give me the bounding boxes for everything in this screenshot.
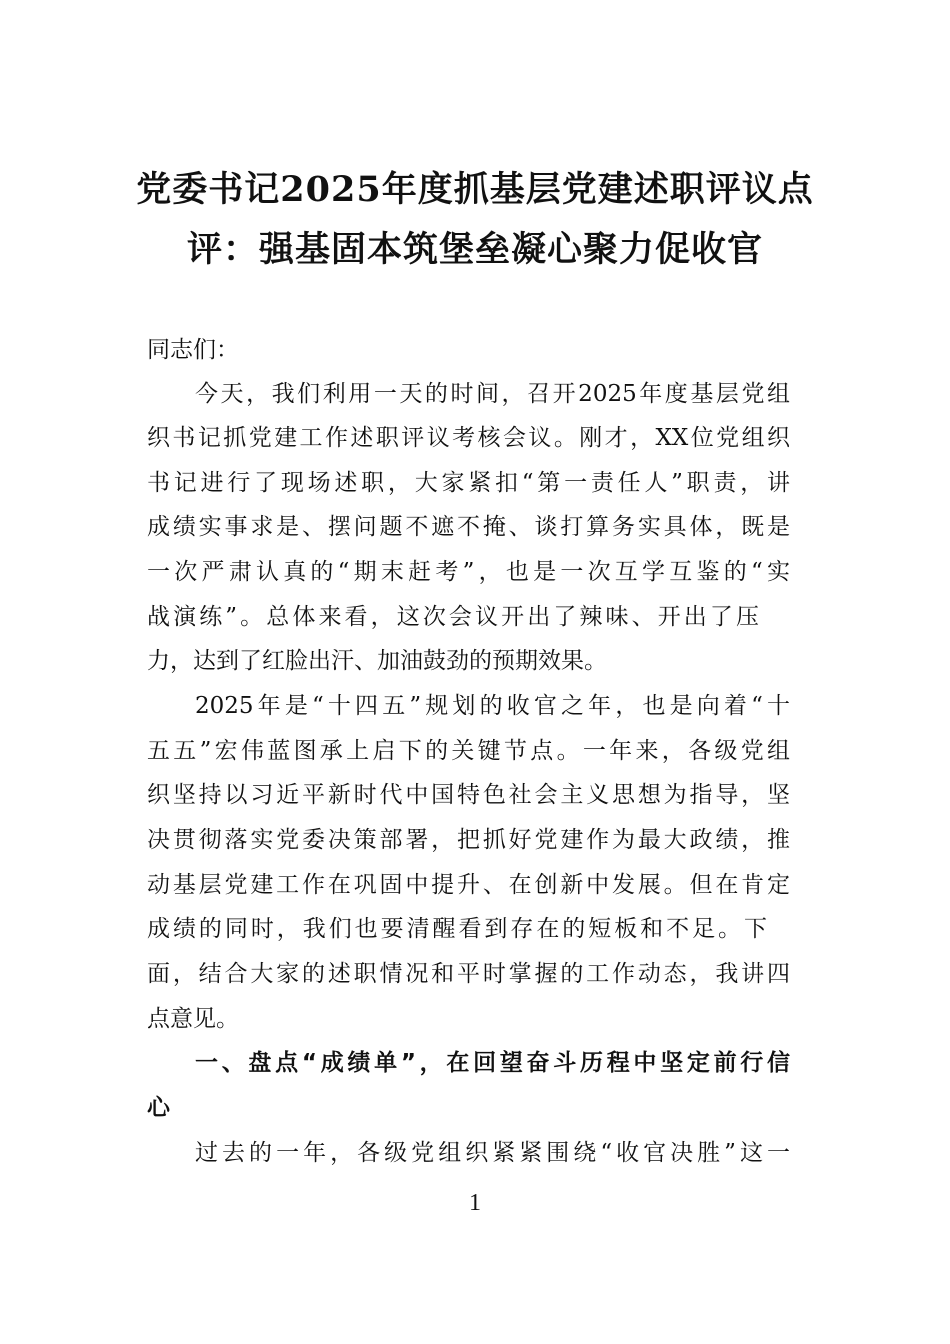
page-number: 1 [469,1190,481,1216]
section-heading-line: 心 [147,1095,170,1121]
body-line: 书记进行了现场述职，大家紧扣“第一责任人”职责，讲 [147,470,790,496]
salutation: 同志们： [147,337,239,363]
body-line: 2025年是“十四五”规划的收官之年，也是向着“十 [195,693,790,719]
body-line: 今天，我们利用一天的时间，召开2025年度基层党组 [195,381,790,407]
body-line: 织坚持以习近平新时代中国特色社会主义思想为指导，坚 [147,782,790,808]
body-line: 力，达到了红脸出汗、加油鼓劲的预期效果。 [147,648,607,674]
section-heading-line: 一、盘点“成绩单”，在回望奋斗历程中坚定前行信 [195,1050,790,1076]
body-line: 决贯彻落实党委决策部署，把抓好党建作为最大政绩，推 [147,827,790,853]
body-line: 一次严肃认真的“期末赶考”，也是一次互学互鉴的“实 [147,559,790,585]
body-line: 过去的一年，各级党组织紧紧围绕“收官决胜”这一 [195,1140,790,1166]
body-line: 面，结合大家的述职情况和平时掌握的工作动态，我讲四 [147,961,790,987]
body-line: 点意见。 [147,1006,239,1032]
title-line-1: 党委书记2025年度抓基层党建述职评议点 [136,169,814,210]
title-line-2: 评：强基固本筑堡垒凝心聚力促收官 [186,229,763,270]
body-line: 五五”宏伟蓝图承上启下的关键节点。一年来，各级党组 [147,738,790,764]
body-line: 战演练”。总体来看，这次会议开出了辣味、开出了压 [147,604,759,630]
body-line: 成绩的同时，我们也要清醒看到存在的短板和不足。下 [147,916,767,942]
body-line: 成绩实事求是、摆问题不遮不掩、谈打算务实具体，既是 [147,514,790,540]
body-line: 动基层党建工作在巩固中提升、在创新中发展。但在肯定 [147,872,790,898]
body-line: 织书记抓党建工作述职评议考核会议。刚才，XX位党组织 [147,425,790,451]
